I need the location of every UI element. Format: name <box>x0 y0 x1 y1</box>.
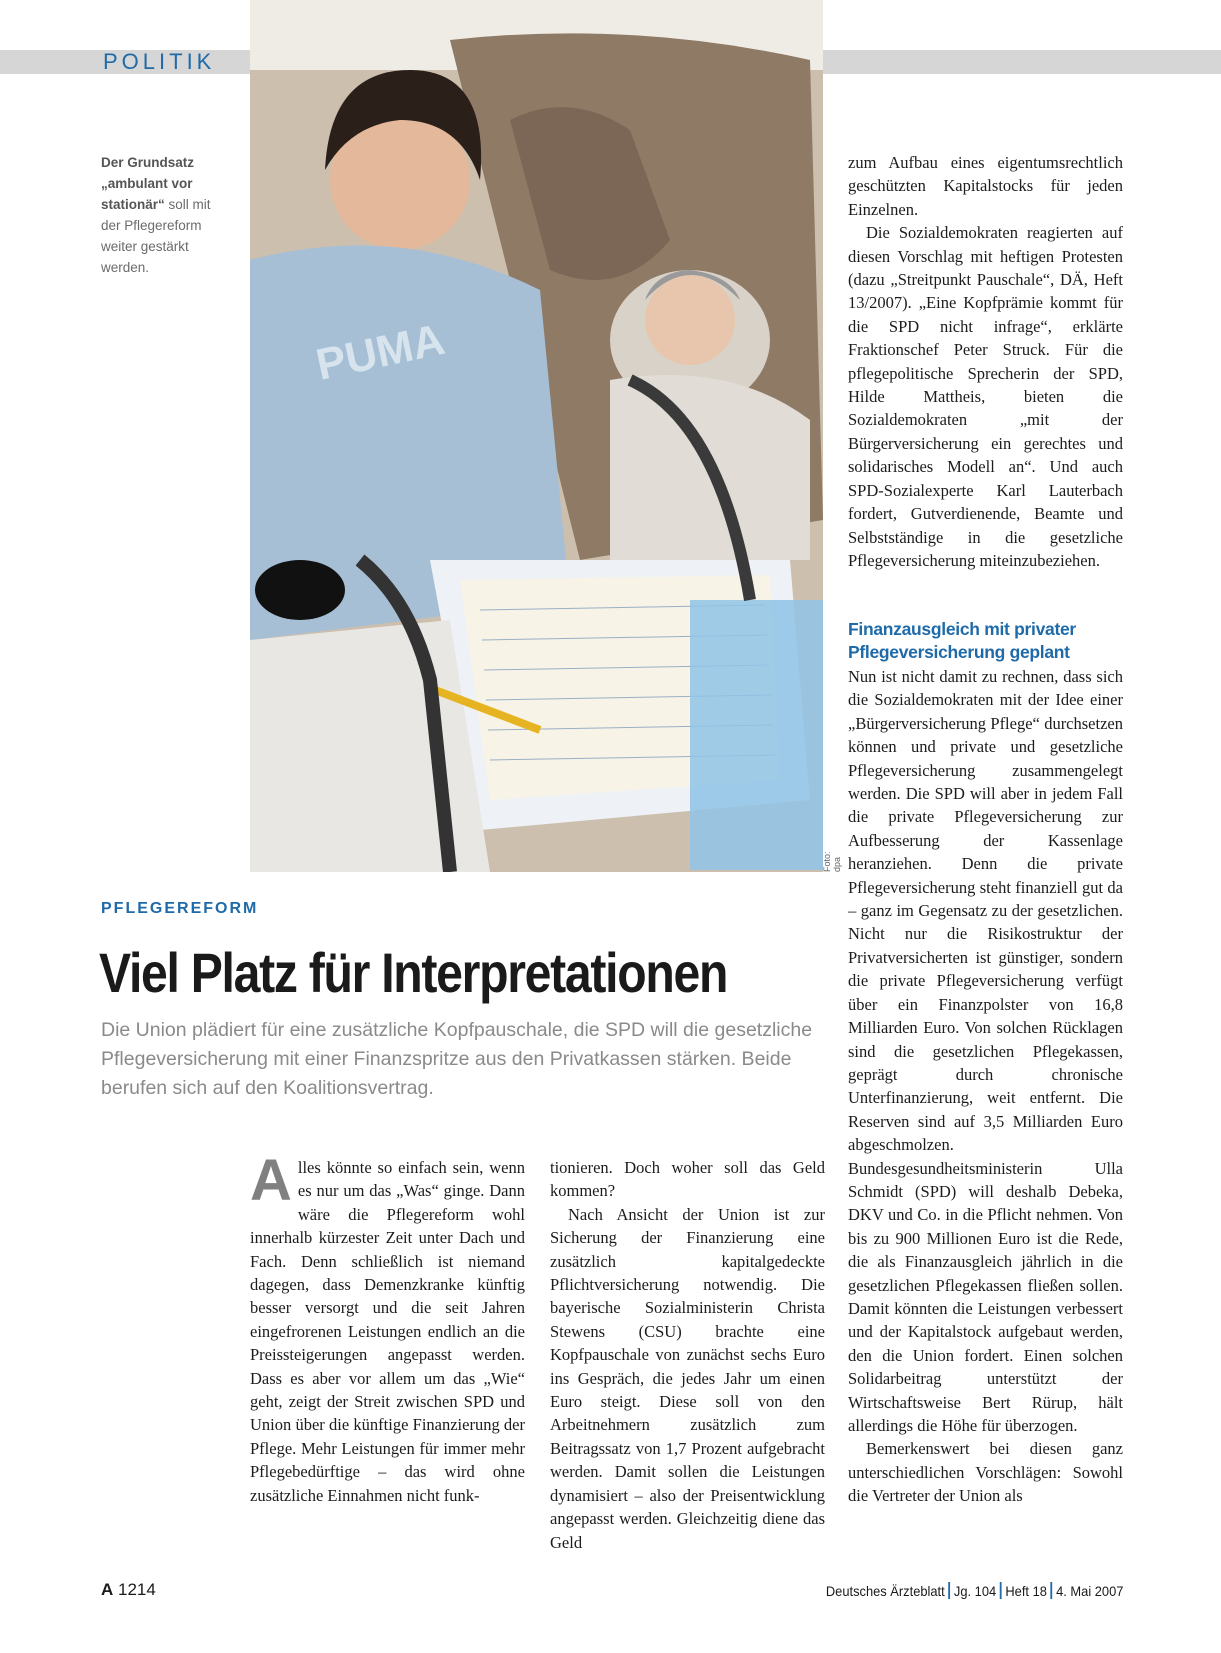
text-column-3-upper <box>848 151 1123 572</box>
paragraph: Nun ist nicht damit zu rechnen, dass sich die Sozialdemokraten mit der Idee einer „Bürgerversicherung Pflege“ durchsetzen können und private und gesetzliche Pflegeversicherung zusammengelegt werden. Die SPD will aber in jedem Fall die private Pflegeversicherung zur Aufbesserung der Kassenlage heranziehen. Denn die private Pflegeversicherung steht finanziell gut da – ganz im Gegensatz zu der gesetzlichen. Nicht nur die Risikostruktur der Privatversicherten ist günstiger, sondern die private Pflegeversicherung verfügt über ein Finanzpolster von 16,8 Milliarden Euro. Von solchen Rücklagen sind die gesetzlichen Pflegekassen, geprägt durch chronische Unterfinanzierung, weit entfernt. Die Reserven sind auf 3,5 Milliarden Euro abgeschmolzen. Bundesgesundheitsministerin Ulla Schmidt (SPD) will deshalb Debeka, DKV und Co. in die Pflicht nehmen. Von bis zu 900 Millionen Euro ist die Rede, die als Finanzausgleich jährlich in die gesetzlichen Pflegekassen fließen sollen. Damit könnten die Leistungen verbessert und der Kapitalstock aufgebaut werden, den die Union fordert. Einen solchen Solidarbeitrag unterstützt der Wirtschaftsweise Bert Rürup, hält allerdings die Höhe für überzogen. <box>848 667 1123 1435</box>
header-bar-right <box>823 50 1221 74</box>
paragraph: Bemerkenswert bei diesen ganz unterschiedlichen Vorschlägen: Sowohl die Vertreter der Union als <box>848 1439 1123 1506</box>
paragraph <box>250 1148 525 1507</box>
article-kicker: PFLEGEREFORM <box>101 900 259 917</box>
article-headline: Viel Platz für Interpretationen <box>99 941 728 1004</box>
date: 4. Mai 2007 <box>1055 1583 1123 1599</box>
photo-caption <box>101 152 231 278</box>
text-column-1 <box>250 1148 525 1507</box>
photo-credit: Foto: dpa <box>822 851 842 872</box>
footer-citation <box>825 1582 1123 1599</box>
caption-bold: Der Grundsatz „ambulant vor stationär“ <box>101 155 195 212</box>
paragraph: tionieren. Doch woher soll das Geld kommen? <box>550 1158 825 1201</box>
separator <box>1050 1582 1052 1599</box>
paragraph: Nach Ansicht der Union ist zur Sicherung der Finanzierung eine zusätzlich kapitalgedeckte Pflichtversicherung notwendig. Die bayerische Sozialministerin Christa Stewens (CSU) brachte eine Kopfpauschale von zunächst sechs Euro ins Gespräch, die jedes Jahr um einen Euro steigt. Diese soll von den Arbeitnehmern zusätzlich zum Beitragssatz von 1,7 Prozent aufgebracht werden. Damit sollen die Leistungen dynamisiert – also der Preisentwicklung angepasst werden. Gleichzeitig diene das Geld <box>550 1204 825 1552</box>
issue: Heft 18 <box>1004 1583 1047 1599</box>
paragraph: Die Sozialdemokraten reagierten auf diesen Vorschlag mit heftigen Protesten (dazu „Streitpunkt Pauschale“, DÄ, Heft 13/2007). „Eine Kopfprämie kommt für die SPD nicht infrage“, erklärte Fraktionschef Peter Struck. Für die pflegepolitische Sprecherin der SPD, Hilde Mattheis, bieten die Sozialdemokraten „mit der Bürgerversicherung ein gerechtes und solidarisches Modell an“. Und auch SPD-Sozialexperte Karl Lauterbach fordert, Gutverdienende, Beamte und Selbstständige in die gesetzliche Pflegeversicherung miteinzubeziehen. <box>848 223 1123 570</box>
article-standfirst: Die Union plädiert für eine zusätzliche Kopfpauschale, die SPD will die gesetzliche Pflegeversicherung mit einer Finanzspritze aus den Privatkassen stärken. Beide berufen sich auf den Koalitionsvertrag. <box>101 1019 813 1099</box>
page-number <box>101 1580 156 1600</box>
separator <box>999 1582 1001 1599</box>
article-photo <box>250 0 823 872</box>
text-column-2 <box>550 1156 825 1554</box>
paragraph: zum Aufbau eines eigentumsrechtlich geschützten Kapitalstocks für jeden Einzelnen. <box>848 153 1123 219</box>
journal-name: Deutsches Ärzteblatt <box>825 1583 945 1599</box>
article-subhead: Finanzausgleich mit privater Pflegeversicherung geplant <box>848 619 1076 662</box>
drop-cap: A <box>250 1148 292 1213</box>
page-number-value: 1214 <box>118 1580 156 1599</box>
separator <box>948 1582 950 1599</box>
volume: Jg. 104 <box>953 1583 996 1599</box>
photo-illustration <box>250 0 823 872</box>
caption-text: soll mit der Pflegereform weiter gestärkt werden. <box>101 197 211 275</box>
section-label: POLITIK <box>103 49 216 74</box>
page-prefix: A <box>101 1580 114 1599</box>
text-column-3-lower <box>848 665 1123 1508</box>
svg-text:PUMA: PUMA <box>311 314 449 390</box>
paragraph-text: lles könnte so einfach sein, wenn es nur um das „Was“ ginge. Dann wäre die Pflegereform wohl innerhalb kürzester Zeit unter Dach und Fach. Denn schließlich ist niemand dagegen, dass Demenzkranke künftig besser versorgt und die seit Jahren eingefrorenen Leistungen endlich an die Preissteigerungen angepasst werden. Dass es aber vor allem um das „Wie“ geht, zeigt der Streit zwischen SPD und Union über die künftige Finanzierung der Pflege. Mehr Leistungen für immer mehr Pflegebedürftige – das wird ohne zusätzliche Einnahmen nicht funk- <box>250 1158 525 1505</box>
